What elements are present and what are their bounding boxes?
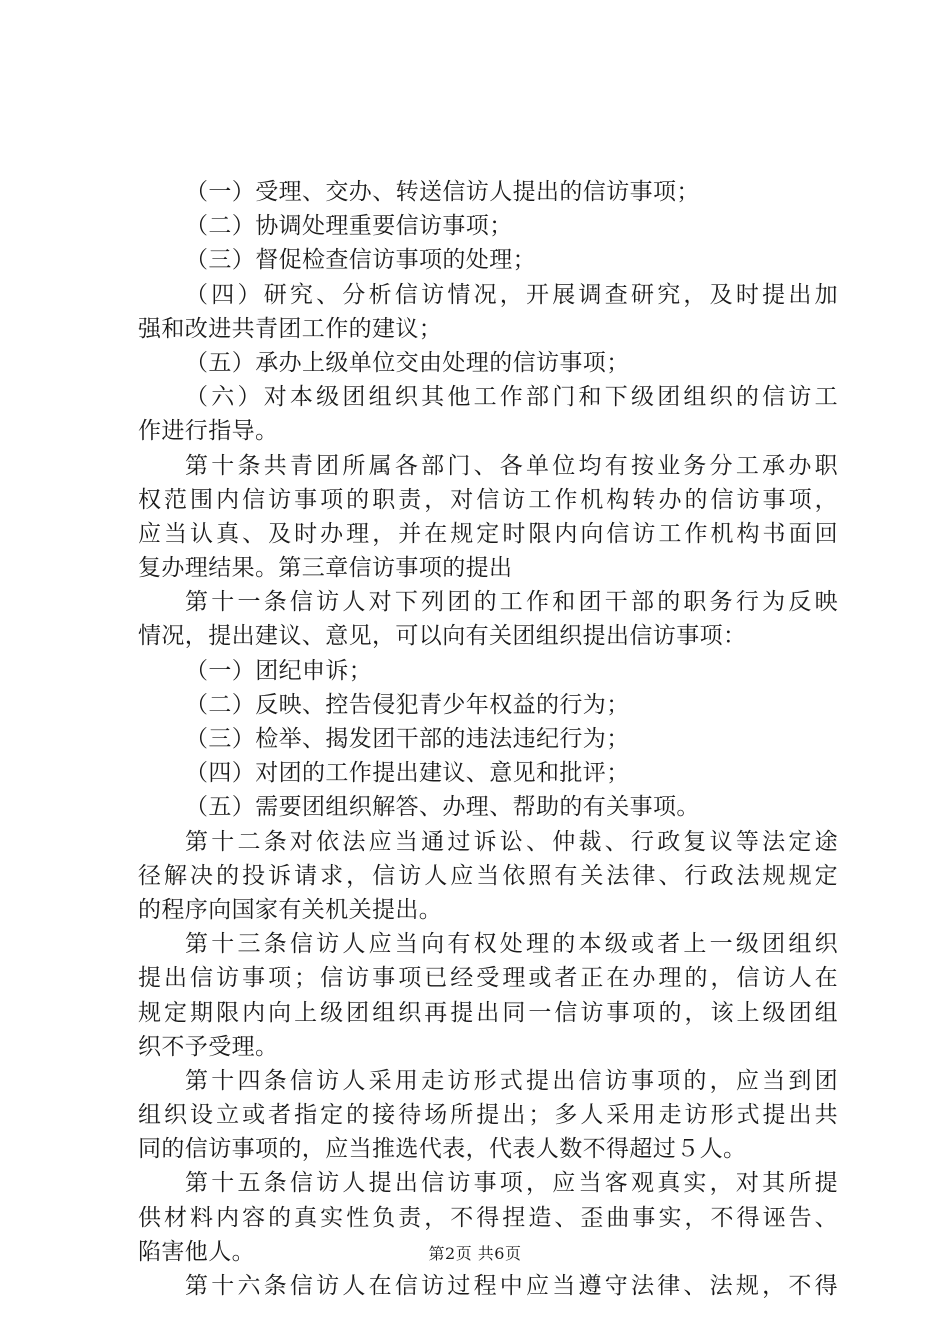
text-line: （四）研究、分析信访情况，开展调查研究，及时提出加 [185,281,838,308]
text-line: 第十条共青团所属各部门、各单位均有按业务分工承办职 [185,452,838,479]
text-line: （五）承办上级单位交由处理的信访事项； [185,349,630,376]
text-line: （二）反映、控告侵犯青少年权益的行为； [185,691,630,718]
text-line: （三）检举、揭发团干部的违法违纪行为； [185,726,630,752]
text-line: 陷害他人。 [138,1238,255,1265]
text-line: 第十二条对依法应当通过诉讼、仲裁、行政复议等法定途 [185,828,838,855]
text-line: 第十五条信访人提出信访事项，应当客观真实，对其所提 [185,1170,838,1197]
text-line: （四）对团的工作提出建议、意见和批评； [185,760,630,787]
text-line: 织不予受理。 [138,1033,279,1060]
text-line: 强和改进共青团工作的建议； [138,315,443,342]
text-line: 径解决的投诉请求，信访人应当依照有关法律、行政法规规定 [138,862,838,889]
text-line: 权范围内信访事项的职责，对信访工作机构转办的信访事项， [138,486,838,513]
text-line: 供材料内容的真实性负责，不得捏造、歪曲事实，不得诬告、 [138,1204,838,1231]
text-line: 提出信访事项；信访事项已经受理或者正在办理的，信访人在 [138,965,838,992]
text-line: （二）协调处理重要信访事项； [185,213,513,240]
text-line: （一）团纪申诉； [185,657,373,684]
text-line: （六）对本级团组织其他工作部门和下级团组织的信访工 [185,384,838,411]
text-line: 同的信访事项的，应当推选代表，代表人数不得超过５人。 [138,1136,747,1163]
text-line: 组织设立或者指定的接待场所提出；多人采用走访形式提出共 [138,1102,838,1129]
text-line: （三）督促检查信访事项的处理； [185,247,536,274]
text-line: 应当认真、及时办理，并在规定时限内向信访工作机构书面回 [138,520,838,547]
text-line: 情况，提出建议、意见，可以向有关团组织提出信访事项： [138,623,747,650]
text-line: 第十三条信访人应当向有权处理的本级或者上一级团组织 [185,931,838,958]
text-line: 的程序向国家有关机关提出。 [138,896,443,923]
text-line: 第十一条信访人对下列团的工作和团干部的职务行为反映 [185,589,838,616]
text-line: 复办理结果。第三章信访事项的提出 [138,555,513,582]
text-line: （一）受理、交办、转送信访人提出的信访事项； [185,179,700,205]
page-footer: 第2页 共6页 [428,1244,522,1263]
text-line: （五）需要团组织解答、办理、帮助的有关事项。 [185,794,700,821]
text-line: 第十六条信访人在信访过程中应当遵守法律、法规，不得 [185,1273,838,1299]
document-body [138,175,838,1303]
text-line: 作进行指导。 [138,418,279,445]
text-line: 规定期限内向上级团组织再提出同一信访事项的，该上级团组 [138,999,838,1026]
text-line: 第十四条信访人采用走访形式提出信访事项的，应当到团 [185,1067,838,1094]
